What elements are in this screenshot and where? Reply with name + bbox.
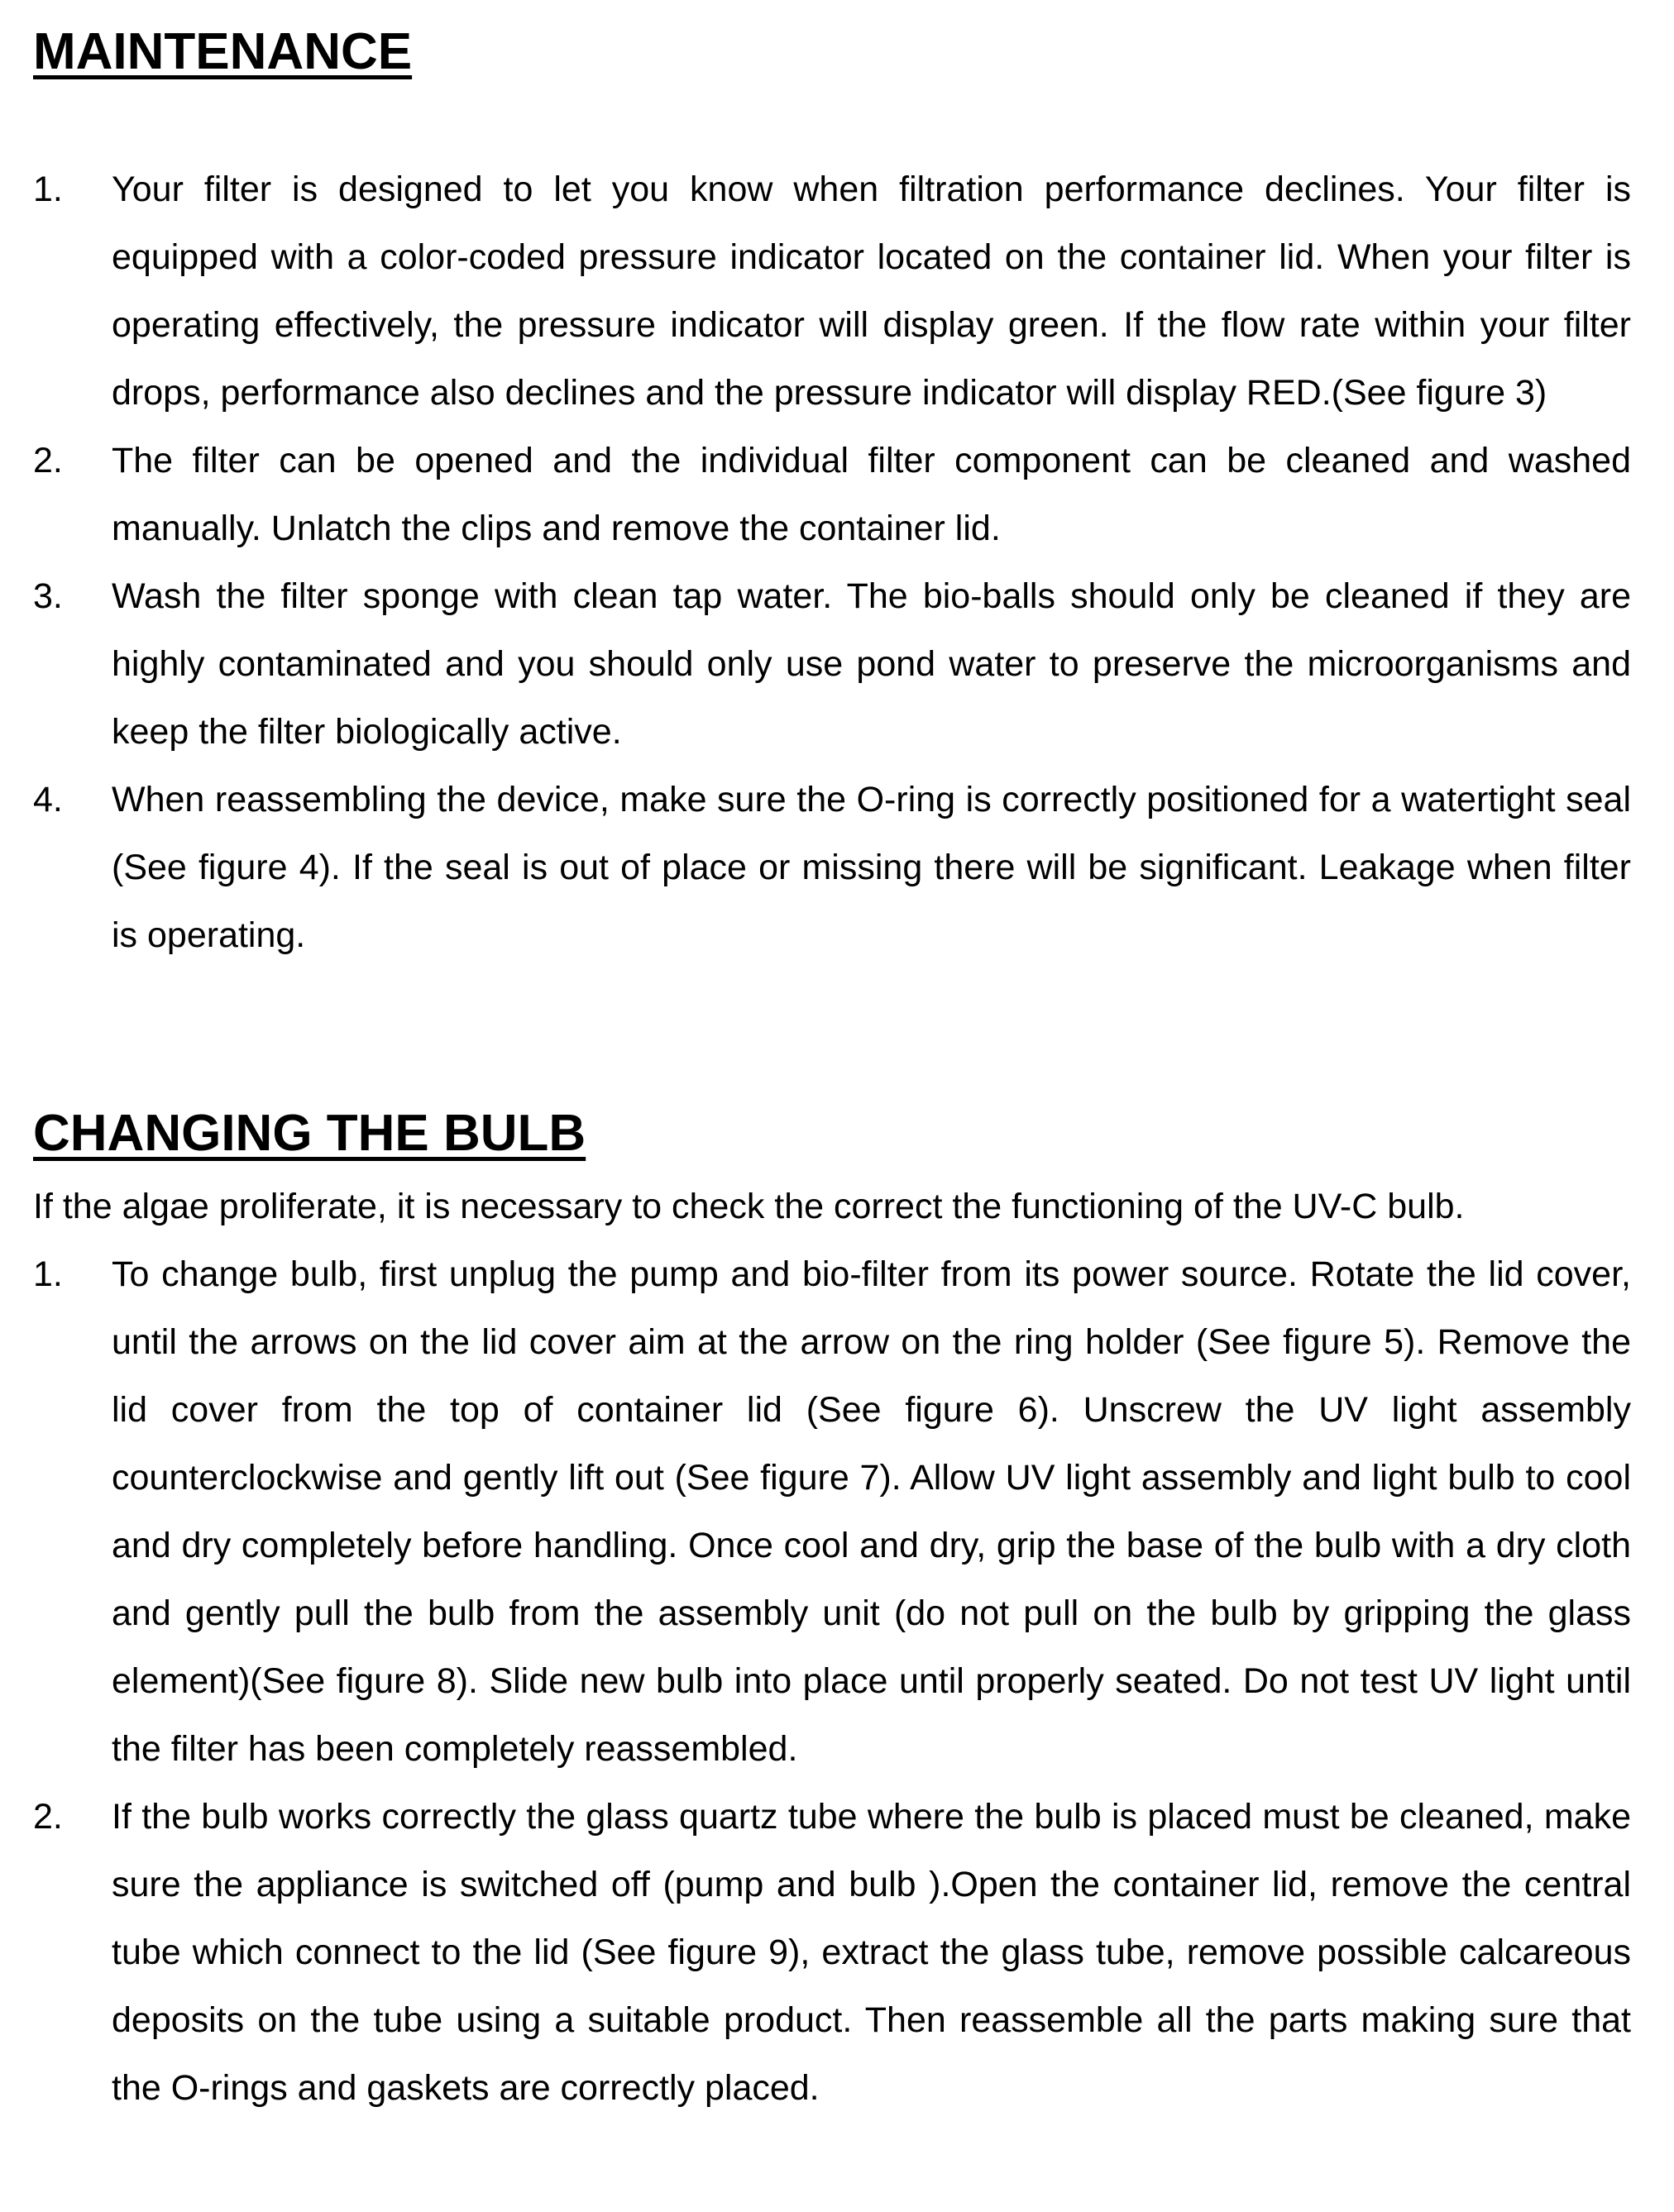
step-number: 2.	[33, 441, 63, 480]
step-text: When reassembling the device, make sure the O-ring is correctly positioned for a watertight seal (See figure 4). If the seal is out of place or missing there will be significant. Leakage when filter is operating.	[112, 780, 1631, 955]
step-number: 3.	[33, 576, 63, 616]
step-text: The filter can be opened and the individual filter component can be cleaned and washed manually. Unlatch the clips and remove the container lid.	[112, 441, 1631, 548]
changing-bulb-step-1	[0, 1240, 1631, 1783]
step-text: Your filter is designed to let you know when filtration performance declines. Your filter is equipped with a color-coded pressure indicator located on the container lid. When your filter is operating effectively, the pressure indicator will display green. If the flow rate within your filter drops, performance also declines and the pressure indicator will display RED.(See figure 3)	[112, 170, 1631, 413]
step-text: If the bulb works correctly the glass quartz tube where the bulb is placed must be cleaned, make sure the appliance is switched off (pump and bulb ).Open the container lid, remove the central tube which connect to the lid (See figure 9), extract the glass tube, remove possible calcareous deposits on the tube using a suitable product. Then reassemble all the parts making sure that the O-rings and gaskets are correctly placed.	[112, 1797, 1631, 2108]
step-number: 1.	[33, 1254, 63, 1294]
step-number: 1.	[33, 170, 63, 209]
maintenance-step-3	[0, 562, 1631, 766]
step-text: Wash the filter sponge with clean tap water. The bio-balls should only be cleaned if they are highly contaminated and you should only use pond water to preserve the microorganisms and keep the filter biologically active.	[112, 576, 1631, 752]
changing-bulb-heading: CHANGING THE BULB	[33, 1105, 586, 1162]
step-number: 2.	[33, 1797, 63, 1837]
maintenance-list	[0, 155, 1674, 969]
changing-bulb-step-2	[0, 1783, 1631, 2122]
maintenance-step-1	[0, 155, 1631, 427]
changing-bulb-list	[0, 1240, 1674, 2122]
maintenance-step-2	[0, 427, 1631, 562]
maintenance-step-4	[0, 766, 1631, 969]
maintenance-heading: MAINTENANCE	[33, 23, 413, 80]
step-text: To change bulb, first unplug the pump and bio-filter from its power source. Rotate the lid cover, until the arrows on the lid cover aim at the arrow on the ring holder (See figure 5). Remove the lid cover from the top of container lid (See figure 6). Unscrew the UV light assembly counterclockwise and gently lift out (See figure 7). Allow UV light assembly and light bulb to cool and dry completely before handling. Once cool and dry, grip the base of the bulb with a dry cloth and gently pull the bulb from the assembly unit (do not pull on the bulb by gripping the glass element)(See figure 8). Slide new bulb into place until properly seated. Do not test UV light until the filter has been completely reassembled.	[112, 1254, 1631, 1769]
changing-bulb-intro: If the algae proliferate, it is necessary to check the correct the functioning of the UV-C bulb.	[33, 1187, 1465, 1226]
step-number: 4.	[33, 780, 63, 819]
